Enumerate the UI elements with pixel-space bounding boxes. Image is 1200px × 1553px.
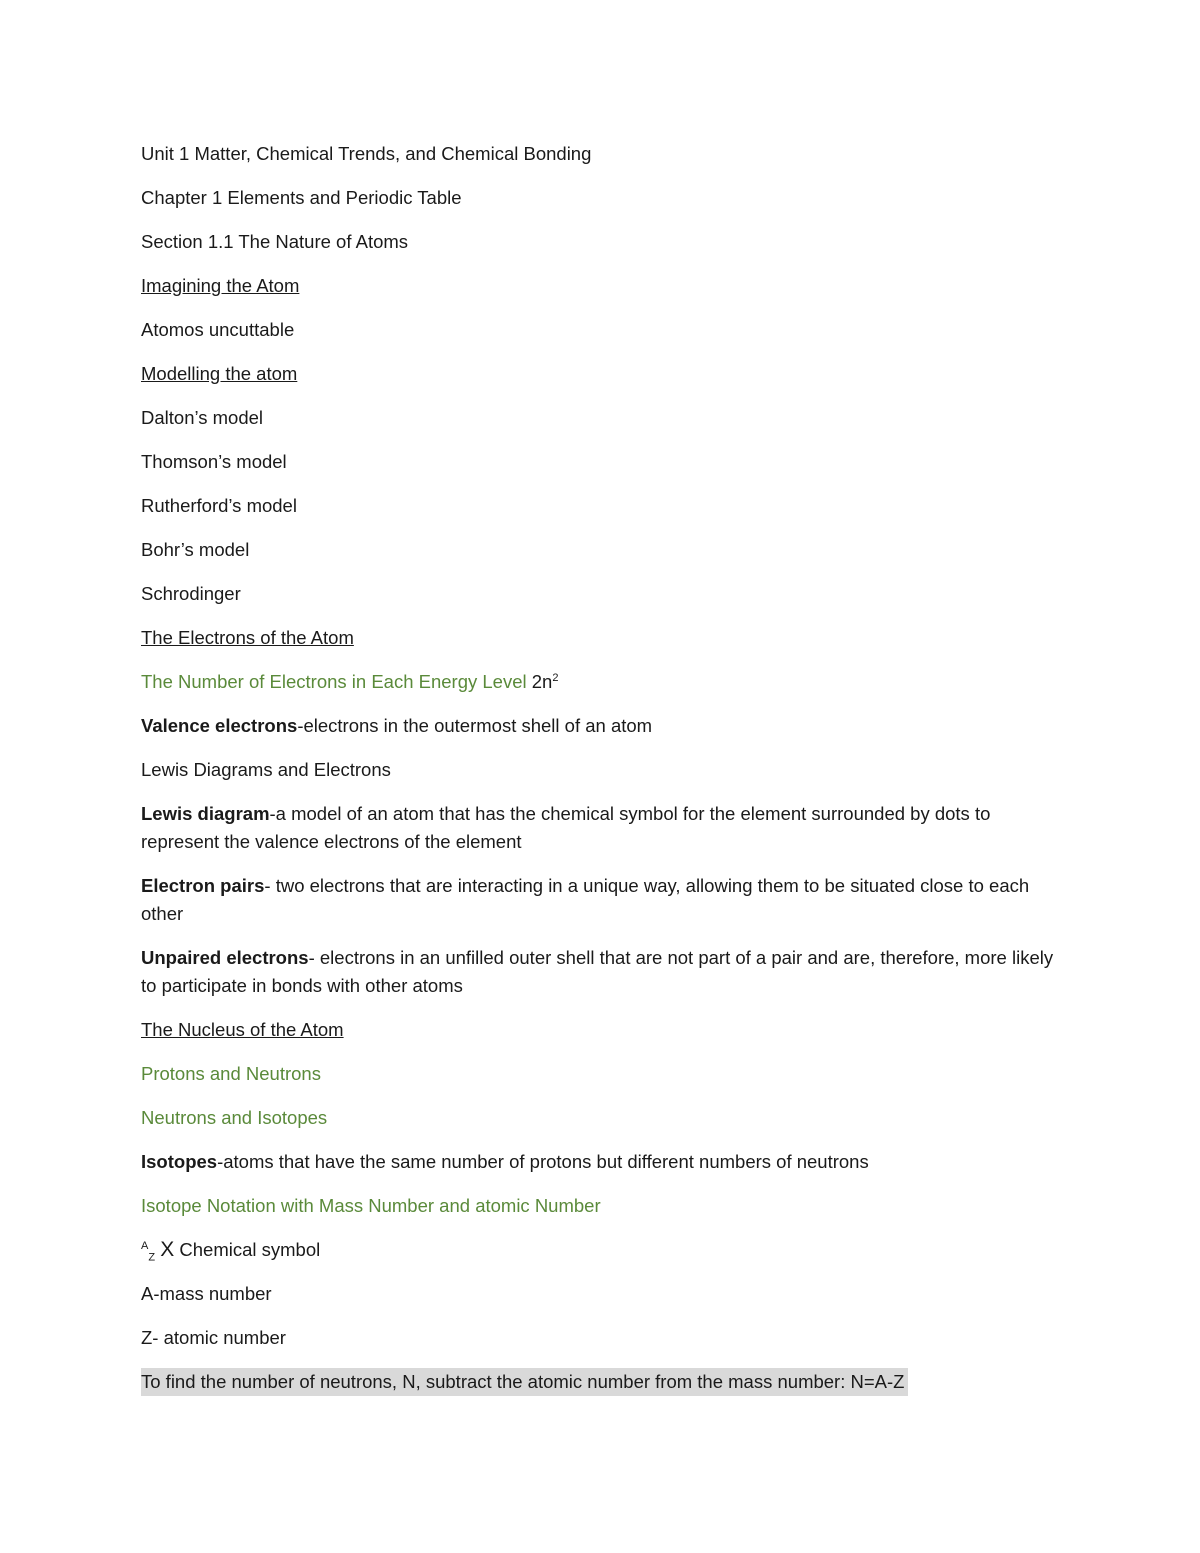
lewis-heading: Lewis Diagrams and Electrons <box>141 759 391 780</box>
formula-base: 2n <box>531 671 553 692</box>
notation-symbol: X <box>160 1238 175 1261</box>
mass-number-line: A-mass number <box>141 1283 272 1304</box>
isotopes-definition <box>141 1148 1061 1176</box>
pairs-definition <box>141 872 1061 928</box>
neutrons-rule-highlight: To find the number of neutrons, N, subtract the atomic number from the mass number: N=A-Z <box>141 1368 908 1396</box>
unpaired-text: - electrons in an unfilled outer shell that are not part of a pair and are, therefore, more likely to participate in bonds with other atoms <box>141 947 1054 996</box>
valence-term: Valence electrons <box>141 715 298 736</box>
thomson-line: Thomson’s model <box>141 451 287 472</box>
unit-title: Unit 1 Matter, Chemical Trends, and Chemical Bonding <box>141 143 592 164</box>
pairs-text: - two electrons that are interacting in a unique way, allowing them to be situated close to each other <box>141 875 1030 924</box>
unpaired-definition <box>141 944 1061 1000</box>
notation-line <box>141 1236 1061 1264</box>
notation-mass: A <box>141 1239 149 1252</box>
unpaired-term: Unpaired electrons <box>141 947 309 968</box>
electron-count-formula <box>532 671 559 692</box>
protons-heading: Protons and Neutrons <box>141 1063 321 1084</box>
notation-heading: Isotope Notation with Mass Number and atomic Number <box>141 1195 601 1216</box>
neutrons-rule-line <box>141 1368 1061 1396</box>
atomic-number-line: Z- atomic number <box>141 1327 286 1348</box>
isotopes-text: -atoms that have the same number of protons but different numbers of neutrons <box>217 1151 869 1172</box>
heading-modelling-atom: Modelling the atom <box>141 363 298 384</box>
electron-count-heading: The Number of Electrons in Each Energy Level <box>141 671 527 692</box>
chapter-title: Chapter 1 Elements and Periodic Table <box>141 187 462 208</box>
isotopes-heading: Neutrons and Isotopes <box>141 1107 328 1128</box>
valence-definition <box>141 712 1061 740</box>
document-body <box>141 140 1061 1412</box>
lewis-term: Lewis diagram <box>141 803 270 824</box>
heading-nucleus-atom: The Nucleus of the Atom <box>141 1019 344 1040</box>
valence-text: -electrons in the outermost shell of an atom <box>297 715 653 736</box>
formula-exponent: 2 <box>552 671 559 684</box>
notation-atomic: Z <box>148 1251 156 1264</box>
atomos-line: Atomos uncuttable <box>141 319 295 340</box>
section-title: Section 1.1 The Nature of Atoms <box>141 231 409 252</box>
bohr-line: Bohr’s model <box>141 539 250 560</box>
schrodinger-line: Schrodinger <box>141 583 241 604</box>
dalton-line: Dalton’s model <box>141 407 264 428</box>
notation-label: Chemical symbol <box>179 1239 321 1260</box>
heading-electrons-atom: The Electrons of the Atom <box>141 627 354 648</box>
isotopes-term: Isotopes <box>141 1151 218 1172</box>
lewis-text: -a model of an atom that has the chemical symbol for the element surrounded by dots to represent the valence electrons of the element <box>141 803 991 852</box>
heading-imagining-atom: Imagining the Atom <box>141 275 300 296</box>
rutherford-line: Rutherford’s model <box>141 495 297 516</box>
pairs-term: Electron pairs <box>141 875 265 896</box>
lewis-definition <box>141 800 1061 856</box>
electron-count-line <box>141 668 1061 696</box>
